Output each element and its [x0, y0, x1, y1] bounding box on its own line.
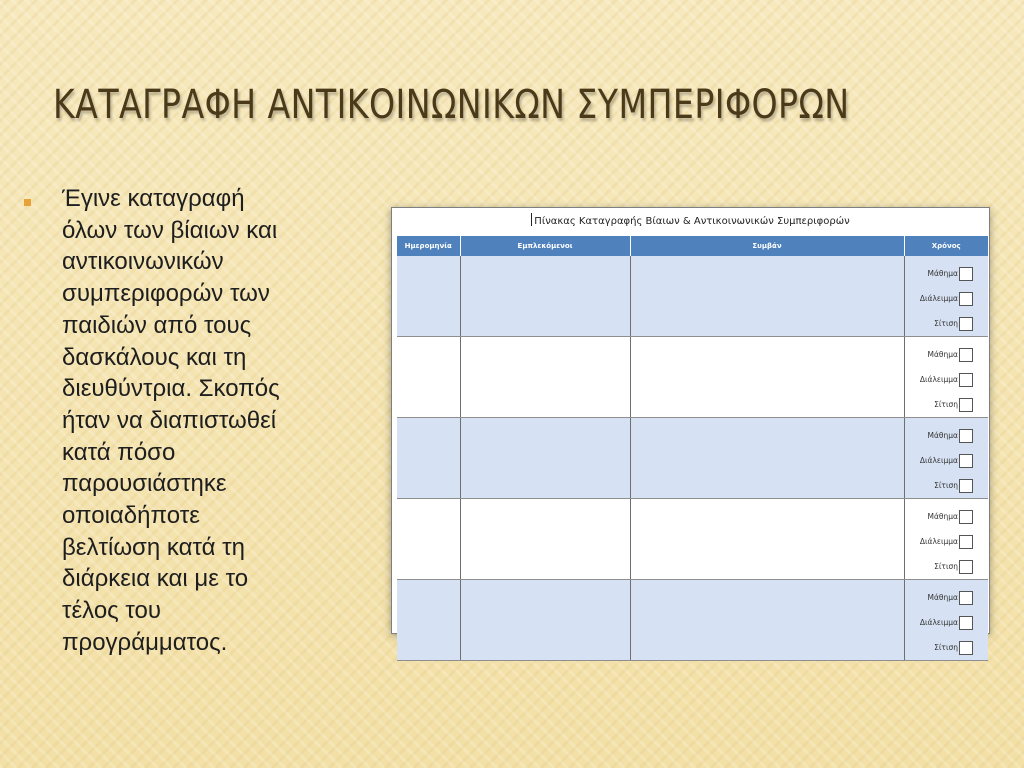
incident-cell [630, 256, 904, 337]
time-option-label: Σίτιση [934, 400, 958, 409]
time-option-label: Σίτιση [934, 562, 958, 571]
time-option [928, 585, 973, 610]
time-option [920, 367, 973, 392]
table-row [397, 256, 988, 337]
slide-title: ΚΑΤΑΓΡΑΦΗ ΑΝΤΙΚΟΙΝΩΝΙΚΩΝ ΣΥΜΠΕΡΙΦΟΡΩΝ [53, 82, 850, 128]
time-option-label: Διάλειμμα [919, 618, 958, 627]
column-header-time: Χρόνος [904, 236, 988, 256]
time-cell [904, 337, 988, 418]
time-option [920, 529, 973, 554]
checkbox-icon [959, 267, 973, 281]
time-option-label: Σίτιση [934, 319, 958, 328]
time-cell [904, 499, 988, 580]
column-header-involved: Εμπλεκόμενοι [460, 236, 630, 256]
checkbox-icon [959, 479, 973, 493]
time-option-label: Σίτιση [934, 643, 958, 652]
time-option [920, 448, 973, 473]
time-options [905, 580, 989, 660]
checkbox-icon [959, 454, 973, 468]
table-body [397, 256, 988, 661]
checkbox-icon [959, 591, 973, 605]
checkbox-icon [959, 560, 973, 574]
time-option [934, 392, 973, 417]
checkbox-icon [959, 616, 973, 630]
involved-cell [460, 256, 630, 337]
time-cell [904, 256, 988, 337]
column-header-incident: Συμβάν [630, 236, 904, 256]
table-caption: Πίνακας Καταγραφής Βίαιων & Αντικοινωνικών Συμπεριφορών [392, 208, 989, 236]
recording-table-image [391, 207, 990, 652]
time-option [928, 504, 973, 529]
checkbox-icon [959, 641, 973, 655]
checkbox-icon [959, 535, 973, 549]
checkbox-icon [959, 317, 973, 331]
time-option [934, 473, 973, 498]
time-options [905, 256, 989, 336]
time-options [905, 499, 989, 579]
date-cell [397, 499, 460, 580]
involved-cell [460, 418, 630, 499]
table-header-row [397, 236, 988, 256]
time-option-label: Διάλειμμα [919, 456, 958, 465]
checkbox-icon [959, 398, 973, 412]
time-option-label: Σίτιση [934, 481, 958, 490]
incident-cell [630, 337, 904, 418]
table-row [397, 418, 988, 499]
time-option-label: Μάθημα [927, 350, 958, 359]
time-option [928, 261, 973, 286]
time-option [920, 610, 973, 635]
time-option-label: Διάλειμμα [919, 537, 958, 546]
time-option [934, 554, 973, 579]
bullet-text: Έγινε καταγραφή όλων των βίαιων και αντικοινωνικών συμπεριφορών των παιδιών από τους δασκάλους και τη διευθύντρια. Σκοπός ήταν να διαπιστωθεί κατά πόσο παρουσιάστηκε οποιαδήποτε βελτίωση κατά τη διάρκεια και με το τέλος του προγράμματος. [62, 185, 280, 656]
checkbox-icon [959, 292, 973, 306]
checkbox-icon [959, 373, 973, 387]
incident-cell [630, 580, 904, 661]
time-option-label: Μάθημα [927, 593, 958, 602]
time-option [928, 342, 973, 367]
time-option-label: Μάθημα [927, 269, 958, 278]
time-option-label: Μάθημα [927, 512, 958, 521]
table-row [397, 337, 988, 418]
checkbox-icon [959, 348, 973, 362]
time-options [905, 418, 989, 498]
time-option-label: Μάθημα [927, 431, 958, 440]
checkbox-icon [959, 429, 973, 443]
time-option [934, 311, 973, 336]
involved-cell [460, 580, 630, 661]
involved-cell [460, 499, 630, 580]
recording-table [397, 236, 988, 661]
date-cell [397, 256, 460, 337]
time-option-label: Διάλειμμα [919, 375, 958, 384]
checkbox-icon [959, 510, 973, 524]
time-option [934, 635, 973, 660]
incident-cell [630, 499, 904, 580]
time-option [928, 423, 973, 448]
time-cell [904, 418, 988, 499]
incident-cell [630, 418, 904, 499]
bullet-marker-icon [24, 199, 31, 206]
date-cell [397, 337, 460, 418]
date-cell [397, 418, 460, 499]
time-options [905, 337, 989, 417]
time-cell [904, 580, 988, 661]
time-option [920, 286, 973, 311]
table-row [397, 499, 988, 580]
table-row [397, 580, 988, 661]
time-option-label: Διάλειμμα [919, 294, 958, 303]
involved-cell [460, 337, 630, 418]
column-header-date: Ημερομηνία [397, 236, 460, 256]
date-cell [397, 580, 460, 661]
